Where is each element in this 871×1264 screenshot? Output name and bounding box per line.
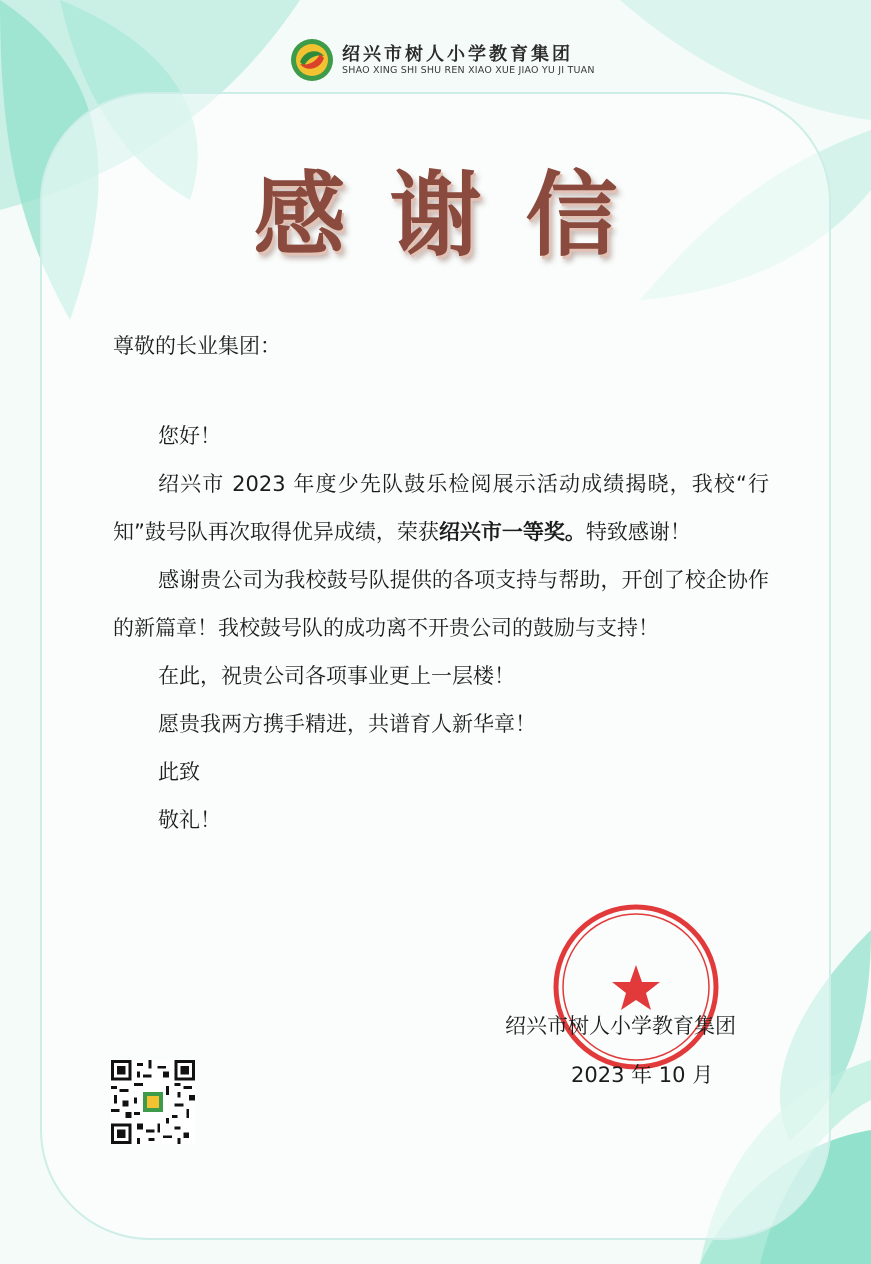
- signature: 绍兴市树人小学教育集团: [505, 1014, 736, 1038]
- paragraph-4: 愿贵我两方携手精进，共谱育人新华章！: [158, 712, 536, 736]
- paragraph-1-thanks: 特致感谢！: [585, 520, 691, 544]
- official-seal-icon: [552, 903, 720, 1071]
- org-header: [290, 36, 610, 84]
- qr-code-icon: [111, 1060, 195, 1144]
- page-title: 感谢信: [253, 161, 662, 269]
- letter-date: 2023 年 10 月: [571, 1063, 714, 1087]
- school-logo-icon: [290, 38, 334, 82]
- closing-line-2: 敬礼！: [158, 808, 221, 832]
- letter-body: [113, 320, 769, 844]
- closing-line-1: 此致: [158, 760, 200, 784]
- paragraph-1-text: 绍兴市 2023 年度少先队鼓乐检阅展示活动成绩揭晓，我校“行知”鼓号队再次取得优异成绩，荣获: [113, 472, 769, 544]
- paragraph-1: [113, 460, 769, 556]
- salutation: 尊敬的长业集团：: [113, 334, 281, 358]
- greeting: 您好！: [158, 424, 221, 448]
- org-name-en: SHAO XING SHI SHU REN XIAO XUE JIAO YU JI TUAN: [342, 65, 595, 76]
- paragraph-2: 感谢贵公司为我校鼓号队提供的各项支持与帮助，开创了校企协作的新篇章！我校鼓号队的成功离不开贵公司的鼓励与支持！: [113, 568, 769, 640]
- paragraph-3: 在此，祝贵公司各项事业更上一层楼！: [158, 664, 515, 688]
- award-highlight: 绍兴市一等奖。: [438, 520, 586, 544]
- org-name-cn: 绍兴市树人小学教育集团: [342, 44, 573, 65]
